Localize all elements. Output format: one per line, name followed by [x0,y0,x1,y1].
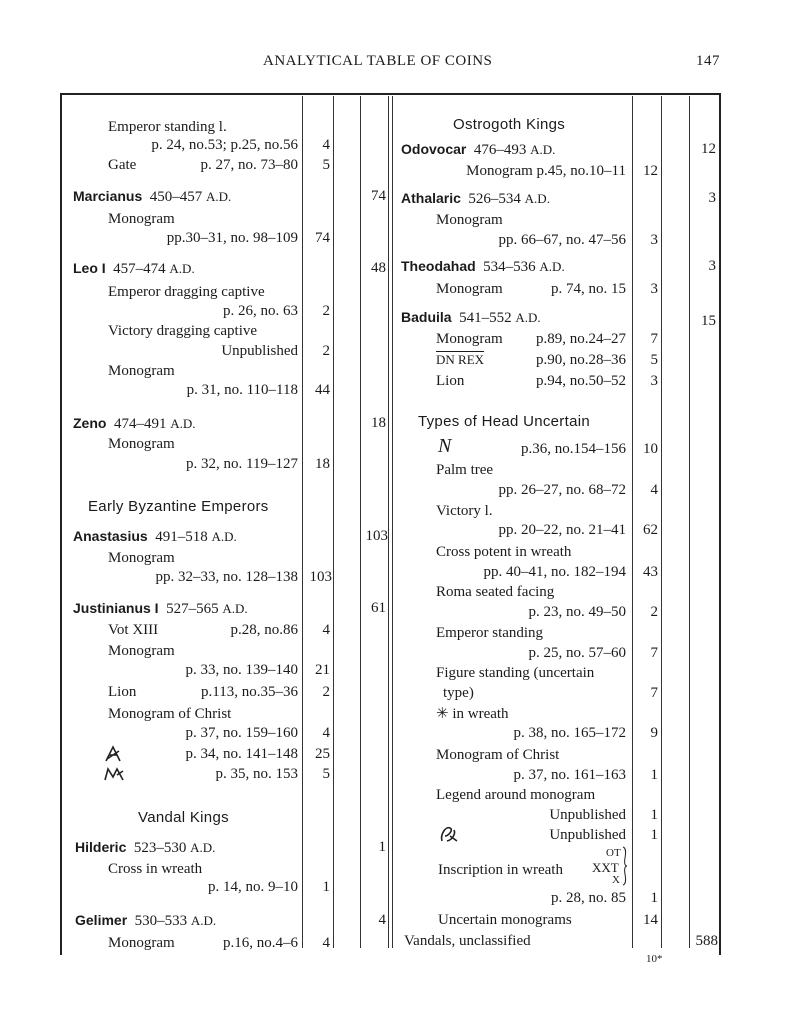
entry-count: 4 [322,622,330,638]
entry-label: Lion [108,684,137,700]
column-rule [333,96,334,948]
entry-label: Monogram [108,363,175,379]
ruler-heading [73,187,231,206]
entry-ref: p. 35, no. 153 [215,766,298,782]
entry-count: 2 [650,604,658,620]
inscription-line: OT [606,847,621,859]
column-rule [60,93,62,955]
entry-ref: Unpublished [221,343,298,359]
entry-count: 7 [650,645,658,661]
era-mark: A.D. [222,601,248,616]
entry-label: Monogram p.45, no.10–11 [466,163,626,179]
column-rule [689,96,690,948]
entry-count: 4 [322,137,330,153]
ruler-total: 1 [378,839,386,855]
entry-label: Monogram of Christ [108,706,232,722]
entry-label: Vandals, unclassified [404,933,531,949]
monogram-script-icon [438,824,460,844]
monogram-n-icon: N [438,435,452,457]
ruler-name: Justinianus I [73,600,159,616]
entry-count: 3 [650,281,658,297]
entry-ref: pp. 32–33, no. 128–138 [155,569,298,585]
entry-ref: p. 27, no. 73–80 [200,157,298,173]
entry-label: Emperor dragging captive [108,284,265,300]
entry-ref: pp. 26–27, no. 68–72 [498,482,626,498]
entry-count: 1 [650,827,658,843]
ruler-name: Anastasius [73,528,148,544]
entry-ref: p. 26, no. 63 [223,303,298,319]
entry-count: 44 [315,382,330,398]
entry-ref: p.16, no.4–6 [223,935,298,951]
inscription-line: XXT [592,860,619,875]
entry-label: Monogram [436,212,503,228]
entry-ref: p.94, no.50–52 [536,373,626,389]
entry-ref: p. 37, no. 159–160 [185,725,298,741]
column-rule [719,93,721,955]
entry-count: 7 [650,331,658,347]
ruler-dates: 450–457 [149,189,203,205]
entry-ref: p.113, no.35–36 [201,684,298,700]
entry-count: 4 [650,482,658,498]
entry-ref: p.89, no.24–27 [536,331,626,347]
entry-count: 12 [643,163,658,179]
entry-count: 1 [322,879,330,895]
entry-ref: Unpublished [549,807,626,823]
ruler-name: Gelimer [75,912,128,928]
entry-ref: pp. 40–41, no. 182–194 [483,564,626,580]
ruler-total: 61 [371,600,386,616]
entry-count: 5 [322,157,330,173]
ruler-dates: 476–493 [473,142,527,158]
entry-label: Emperor standing l. [108,119,227,135]
entry-label [436,705,509,723]
ruler-total: 15 [701,313,716,329]
inscription-line: X [612,874,620,886]
era-mark: A.D. [190,840,216,855]
entry-count: 5 [650,352,658,368]
entry-label: Inscription in wreath [438,862,563,878]
entry-label: Victory dragging captive [108,323,258,339]
entry-count: 3 [650,373,658,389]
entry-ref: p. 25, no. 57–60 [528,645,626,661]
entry-count: 62 [643,522,658,538]
entry-label: Palm tree [436,462,494,478]
entry-ref: Unpublished [549,827,626,843]
entry-count: 4 [322,935,330,951]
ruler-total: 74 [371,188,386,204]
entry-ref: pp.30–31, no. 98–109 [166,230,298,246]
ruler-name: Odovocar [401,141,467,157]
entry-count: 10 [643,441,658,457]
ruler-total: 588 [695,933,718,949]
entry-count: 3 [650,232,658,248]
monogram-m-icon [103,765,125,783]
entry-count: 43 [643,564,658,580]
entry-ref: p.36, no.154–156 [521,441,626,457]
entry-count: 1 [650,890,658,906]
entry-label: Victory l. [436,503,493,519]
entry-count: 18 [315,456,330,472]
section-heading: Early Byzantine Emperors [88,498,269,515]
entry-count: 2 [322,303,330,319]
entry-label: Monogram [108,643,175,659]
era-mark: A.D. [206,189,232,204]
column-rule [360,96,361,948]
ruler-dates: 541–552 [459,310,512,326]
ruler-name: Leo I [73,260,106,276]
column-rule [302,96,303,948]
entry-label: Vot XIII [108,622,159,638]
entry-ref: p. 14, no. 9–10 [208,879,298,895]
brace-icon [622,846,628,886]
ruler-dates: 530–533 [134,913,188,929]
entry-label: Monogram [108,436,175,452]
ruler-total: 3 [708,190,716,206]
ruler-heading [401,189,550,208]
signature-mark: 10* [646,953,663,965]
entry-count: 2 [322,343,330,359]
era-mark: A.D. [169,261,195,276]
era-mark: A.D. [539,259,565,274]
ruler-dates: 457–474 [113,261,166,277]
ruler-total: 12 [701,141,716,157]
entry-ref: pp. 66–67, no. 47–56 [498,232,626,248]
entry-count: 4 [322,725,330,741]
entry-count: 1 [650,807,658,823]
ruler-total: 4 [378,912,386,928]
entry-label: Monogram [108,211,175,227]
section-heading: Ostrogoth Kings [453,116,566,133]
ruler-name: Hilderic [75,839,127,855]
entry-count: 14 [643,912,658,928]
ruler-dates: 527–565 [166,601,219,617]
ruler-name: Athalaric [401,190,461,206]
entry-label: Monogram [108,550,175,566]
entry-ref: p. 33, no. 139–140 [185,662,298,678]
entry-label-text: in wreath [452,706,509,722]
entry-count: 74 [315,230,330,246]
entry-label: Lion [436,373,465,389]
ruler-dates: 526–534 [468,191,521,207]
ruler-heading [73,599,248,618]
era-mark: A.D. [170,416,196,431]
entry-count: 21 [315,662,330,678]
era-mark: A.D. [524,191,550,206]
entry-label: Monogram [436,281,503,297]
era-mark: A.D. [515,310,541,325]
entry-ref: p. 28, no. 85 [551,890,626,906]
entry-count: 9 [650,725,658,741]
ruler-total: 18 [371,415,386,431]
entry-count: 1 [650,767,658,783]
column-rule [661,96,662,948]
entry-count: 25 [315,746,330,762]
column-rule [388,96,389,948]
column-rule [392,96,393,948]
ruler-heading [401,140,555,159]
ruler-total: 48 [371,260,386,276]
entry-ref: pp. 20–22, no. 21–41 [498,522,626,538]
entry-label: Legend around monogram [436,787,596,803]
ruler-name: Marcianus [73,188,143,204]
entry-count: 7 [650,685,658,701]
entry-count: 2 [322,684,330,700]
entry-label: Uncertain monograms [438,912,572,928]
ruler-heading [73,414,195,433]
entry-label: Cross potent in wreath [436,544,572,560]
entry-label: Emperor standing [436,625,544,641]
section-heading: Types of Head Uncertain [418,413,590,430]
entry-label: Monogram [436,331,503,347]
entry-ref: p.90, no.28–36 [536,352,626,368]
entry-ref: p.28, no.86 [230,622,298,638]
entry-label: Monogram of Christ [436,747,560,763]
entry-ref: p. 38, no. 165–172 [513,725,626,741]
ruler-total: 3 [708,258,716,274]
entry-ref: p. 24, no.53; p.25, no.56 [151,137,298,153]
entry-label: type) [443,685,474,701]
entry-count: 103 [309,569,332,585]
ruler-heading [73,259,195,278]
section-heading: Vandal Kings [138,809,229,826]
column-rule [632,96,633,948]
entry-ref: p. 32, no. 119–127 [186,456,298,472]
ruler-dates: 474–491 [113,416,167,432]
ruler-heading [75,911,216,930]
entry-label: Monogram [108,935,175,951]
ruler-heading [73,527,237,546]
ruler-dates: 491–518 [155,529,208,545]
entry-ref: p. 74, no. 15 [551,281,626,297]
ruler-name: Zeno [73,415,107,431]
ruler-dates: 534–536 [483,259,536,275]
entry-count: 5 [322,766,330,782]
entry-label: DN REX [436,352,485,367]
entry-label: Roma seated facing [436,584,555,600]
entry-ref: p. 23, no. 49–50 [528,604,626,620]
era-mark: A.D. [190,913,217,928]
entry-label: Figure standing (uncertain [436,665,595,681]
ruler-name: Baduila [401,309,452,325]
entry-label: Cross in wreath [108,861,203,877]
entry-ref: p. 31, no. 110–118 [186,382,298,398]
monogram-a-icon [103,744,123,764]
ruler-heading [401,308,541,327]
ruler-heading [401,257,565,276]
entry-ref: p. 34, no. 141–148 [185,746,298,762]
ruler-name: Theodahad [401,258,476,274]
era-mark: A.D. [530,142,556,157]
ruler-dates: 523–530 [133,840,187,856]
ruler-heading [75,838,215,857]
page-number: 147 [696,53,720,69]
entry-ref: p. 37, no. 161–163 [513,767,626,783]
ruler-total: 103 [365,528,388,544]
asterisk-symbol: ✳ [436,706,449,722]
entry-label: Gate [108,157,137,173]
era-mark: A.D. [211,529,237,544]
running-title: ANALYTICAL TABLE OF COINS [263,53,493,69]
